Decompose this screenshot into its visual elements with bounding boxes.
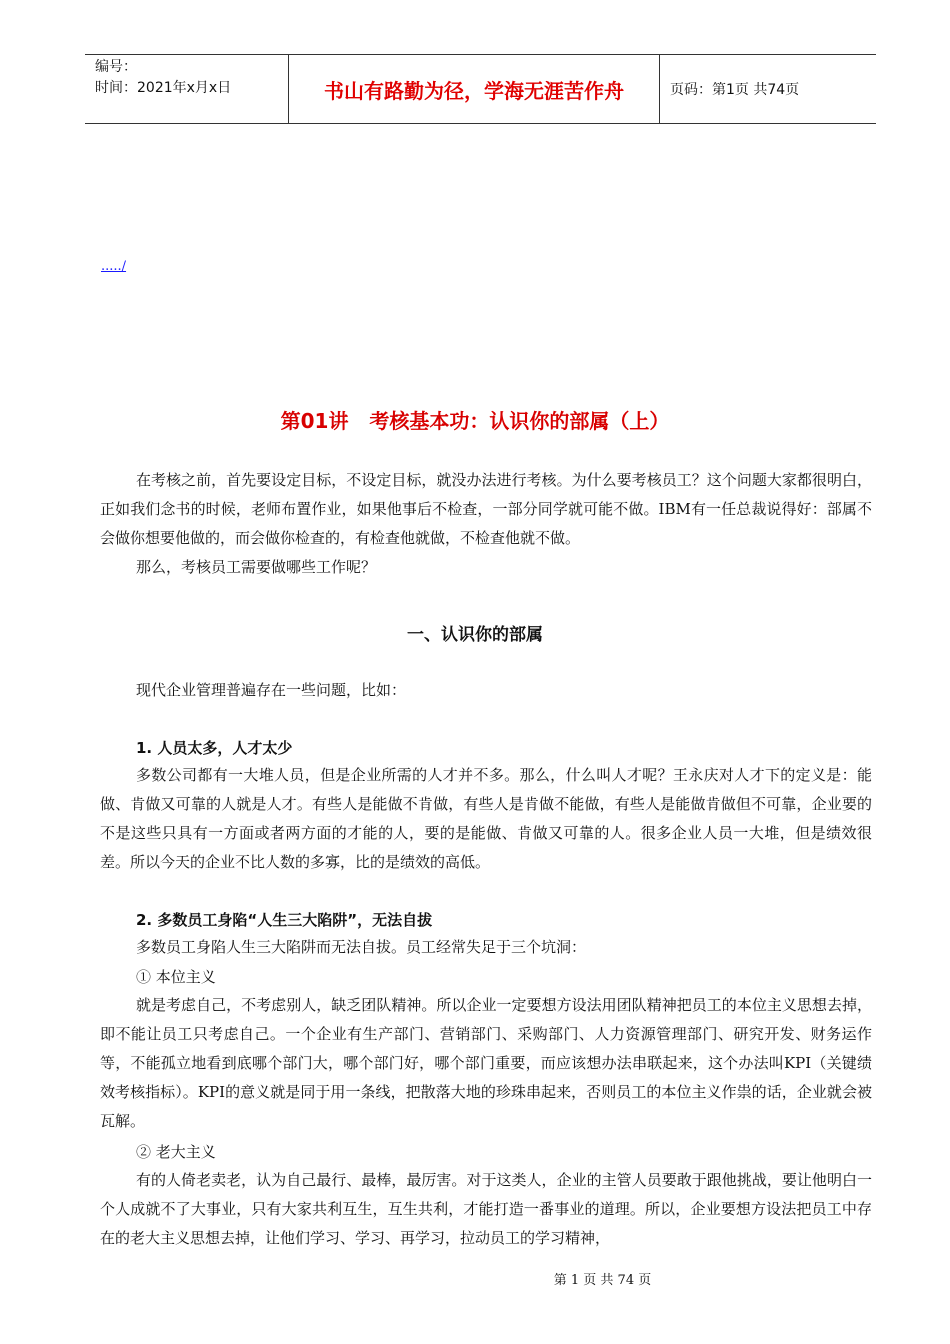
header-motto: 书山有路勤为径，学海无涯苦作舟 [288,55,660,123]
intro-question: 那么，考核员工需要做哪些工作呢？ [136,558,377,576]
header-page-label: 页码：第1页 共74页 [670,82,800,98]
section-title: 一、认识你的部属 [407,625,543,645]
intro-paragraph: 在考核之前，首先要设定目标，不设定目标，就没办法进行考核。为什么要考核员工？这个问题大家都很明白，正如我们念书的时候，老师布置作业，如果他事后不检查，一部分同学就可能不做。IBM有一任总裁说得好：部属不会做你想要他做的，而会做你检查的，有检查他就做，不检查他就不做。 [100,471,872,547]
point1-body: 多数公司都有一大堆人员，但是企业所需的人才并不多。那么，什么叫人才呢？王永庆对人才下的定义是：能做、肯做又可靠的人就是人才。有些人是能做不肯做，有些人是肯做不能做，有些人是能做肯做但不可靠，企业要的不是这些只具有一方面或者两方面的才能的人，要的是能做、肯做又可靠的人。很多企业人员一大堆，但是绩效很差。所以今天的企业不比人数的多寡，比的是绩效的高低。 [100,766,872,871]
point1-title: 1. 人员太多，人才太少 [136,739,293,757]
point2-title: 2. 多数员工身陷“人生三大陷阱”，无法自拔 [136,911,433,929]
header-info [85,55,288,123]
number-label: 编号： [95,59,137,75]
page-link[interactable]: ...../ [101,259,127,274]
point2-item2: ② 老大主义 [136,1143,216,1161]
point2-body: 多数员工身陷人生三大陷阱而无法自拔。员工经常失足于三个坑洞： [136,938,587,956]
point2-item1-body: 就是考虑自己，不考虑别人，缺乏团队精神。所以企业一定要想方设法用团队精神把员工的本位主义思想去掉，即不能让员工只考虑自己。一个企业有生产部门、营销部门、采购部门、人力资源管理部门、研究开发、财务运作等，不能孤立地看到底哪个部门大，哪个部门好，哪个部门重要，而应该想办法串联起来，这个办法叫KPI（关键绩效考核指标）。KPI的意义就是同于用一条线，把散落大地的珍珠串起来，否则员工的本位主义作祟的话，企业就会被瓦解。 [100,996,872,1130]
lecture-title: 第01讲 考核基本功：认识你的部属（上） [280,409,670,433]
page-header [85,54,876,124]
time-label: 时间：2021年x月x日 [95,80,232,96]
section-intro: 现代企业管理普遍存在一些问题，比如： [136,681,407,699]
page-footer: 第 1 页 共 74 页 [553,1273,652,1288]
point2-item1: ① 本位主义 [136,968,216,986]
point2-item2-body: 有的人倚老卖老，认为自己最行、最棒，最厉害。对于这类人，企业的主管人员要敢于跟他挑战，要让他明白一个人成就不了大事业，只有大家共利互生，互生共利，才能打造一番事业的道理。所以，企业要想方设法把员工中存在的老大主义思想去掉，让他们学习、学习、再学习，拉动员工的学习精神， [100,1171,872,1247]
